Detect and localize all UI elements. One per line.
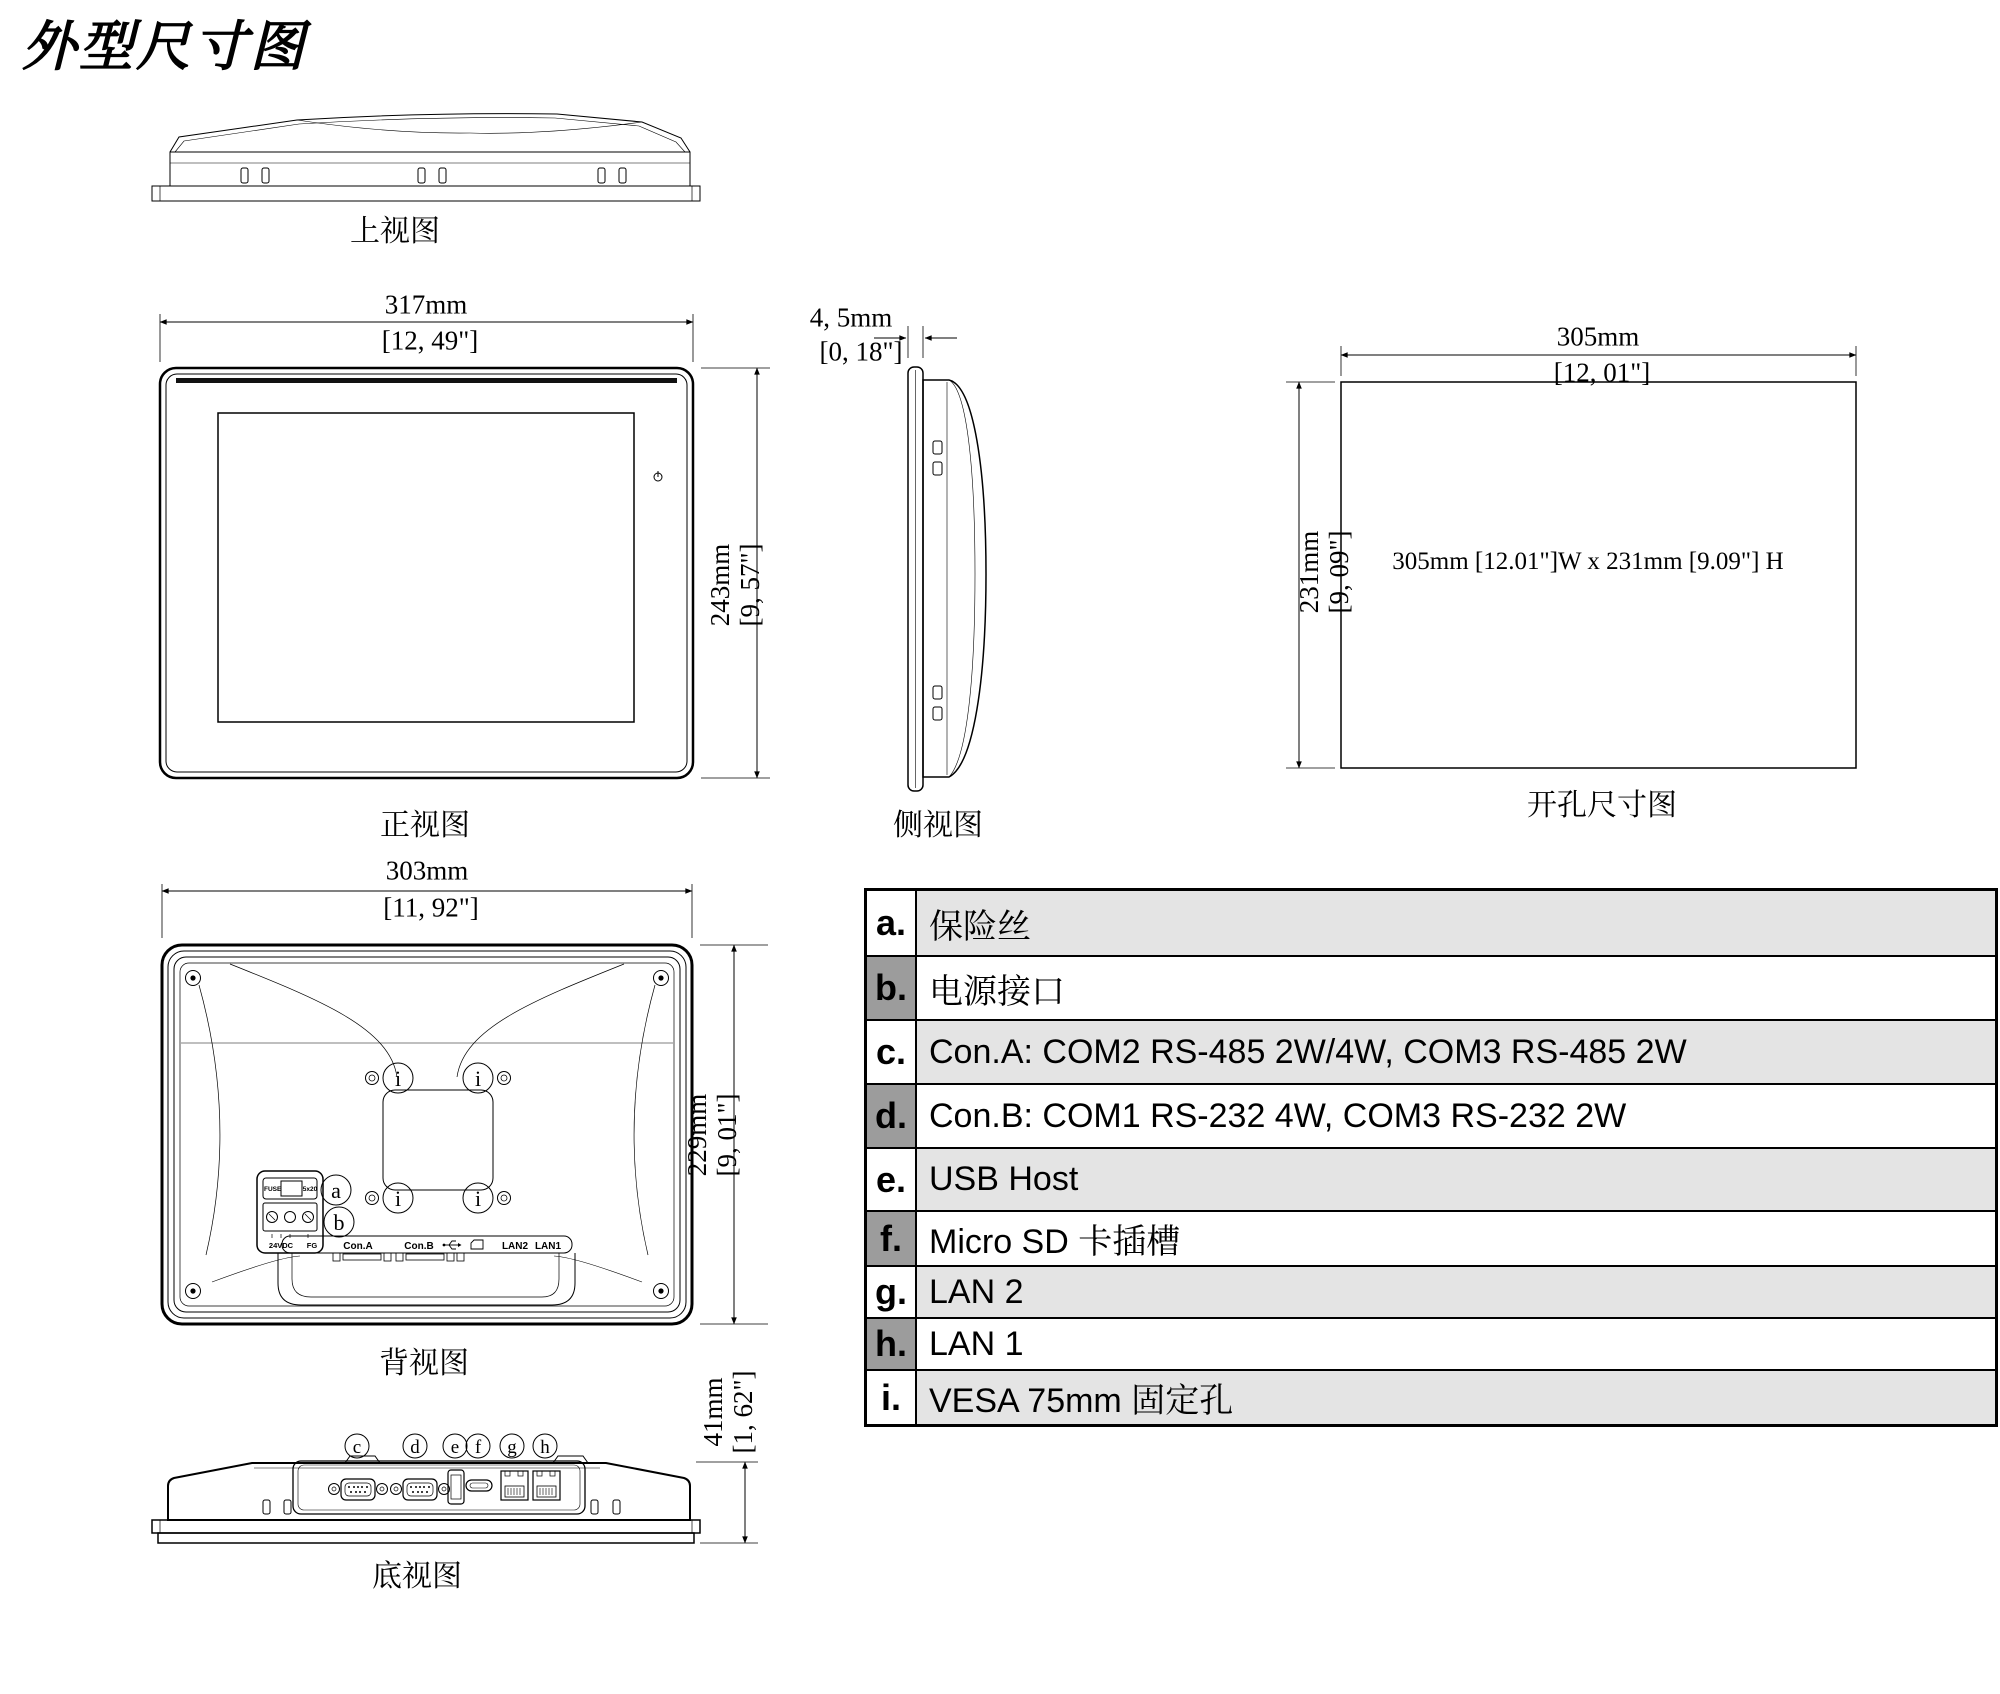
- back-width-inch: [11, 92"]: [383, 892, 479, 923]
- legend-value: Micro SD 卡插槽: [917, 1212, 1995, 1265]
- back-height-inch: [9, 01"]: [712, 1093, 742, 1177]
- usb-icon: [443, 1241, 462, 1249]
- fuse-size-label: 5x20: [302, 1186, 318, 1193]
- side-thickness-mm: 4, 5mm: [809, 302, 893, 333]
- bottom-depth-inch: [1, 62"]: [728, 1370, 758, 1454]
- legend-row-b: [867, 955, 1995, 1019]
- legend-key: c.: [867, 1021, 917, 1083]
- legend-value: USB Host: [917, 1149, 1995, 1210]
- port-label-lan2: LAN2: [501, 1241, 529, 1252]
- front-view-label: 正视图: [380, 809, 470, 842]
- legend-key: d.: [867, 1085, 917, 1147]
- legend-key: h.: [867, 1319, 917, 1369]
- legend-row-f: [867, 1210, 1995, 1265]
- callout-c: c: [352, 1437, 362, 1458]
- front-width-inch: [12, 49"]: [381, 325, 479, 356]
- back-width-mm: 303mm: [385, 855, 469, 886]
- port-label-con-b: Con.B: [404, 1241, 434, 1252]
- legend-value: LAN 2: [917, 1267, 1995, 1317]
- callout-i: i: [394, 1186, 402, 1211]
- micro-sd-slot: [466, 1480, 492, 1491]
- side-view-drawing: [874, 326, 986, 791]
- connector-cutouts: [333, 1253, 464, 1261]
- fuse-power-block: [257, 1171, 323, 1253]
- db9-port-c: [329, 1479, 388, 1500]
- cutout-height-inch: [9, 09"]: [1324, 530, 1354, 614]
- page-title: 外型尺寸图: [22, 17, 307, 77]
- side-view-label: 侧视图: [893, 809, 983, 842]
- callout-d: d: [410, 1437, 420, 1458]
- top-view-label: 上视图: [350, 215, 440, 248]
- db9-port-d: [391, 1479, 450, 1500]
- callout-i: i: [394, 1066, 402, 1091]
- bottom-callout-circles: [345, 1434, 557, 1458]
- lan1-port: [533, 1471, 560, 1500]
- port-label-lan1: LAN1: [534, 1241, 562, 1252]
- power-led-icon: [654, 471, 662, 481]
- power-ground-label: FG: [306, 1241, 318, 1250]
- front-top-band: [176, 378, 677, 383]
- cutout-height-dim: [1294, 530, 1354, 613]
- front-screen: [218, 413, 634, 722]
- legend-value: Con.B: COM1 RS-232 4W, COM3 RS-232 2W: [917, 1085, 1995, 1147]
- legend-key: b.: [867, 957, 917, 1019]
- sd-card-icon: [471, 1240, 483, 1249]
- callout-i: i: [474, 1186, 482, 1211]
- legend-key: i.: [867, 1371, 917, 1424]
- callout-b: b: [333, 1210, 345, 1235]
- front-view-drawing: [160, 314, 770, 778]
- top-view-drawing: [152, 114, 700, 201]
- back-height-mm: 229mm: [681, 1093, 712, 1177]
- bottom-view-drawing: [152, 1434, 758, 1543]
- usb-port: [448, 1470, 464, 1504]
- vesa-plate: [383, 1090, 493, 1190]
- vesa-holes: [366, 1072, 511, 1205]
- cutout-width-inch: [12, 01"]: [1553, 357, 1651, 388]
- legend-row-e: [867, 1147, 1995, 1210]
- callout-a: a: [331, 1178, 341, 1203]
- callout-ab-circles: [321, 1175, 354, 1237]
- legend-value: Con.A: COM2 RS-485 2W/4W, COM3 RS-485 2W: [917, 1021, 1995, 1083]
- cutout-height-mm: 231mm: [1293, 530, 1324, 614]
- legend-value: VESA 75mm 固定孔: [917, 1371, 1995, 1424]
- port-label-con-a: Con.A: [343, 1241, 373, 1252]
- legend-value: LAN 1: [917, 1319, 1995, 1369]
- bottom-depth-dim: [698, 1370, 758, 1453]
- port-strip: [282, 1236, 572, 1253]
- front-height-inch: [9, 57"]: [735, 543, 765, 627]
- legend-value: 保险丝: [917, 891, 1995, 955]
- callout-f: f: [474, 1437, 482, 1458]
- front-height-mm: 243mm: [704, 543, 735, 627]
- back-height-dim: [682, 1093, 742, 1176]
- back-view-drawing: [162, 884, 768, 1324]
- legend-value: 电源接口: [917, 957, 1995, 1019]
- callout-e: e: [450, 1437, 460, 1458]
- cutout-view-label: 开孔尺寸图: [1527, 789, 1677, 822]
- front-width-mm: 317mm: [384, 289, 468, 320]
- lan2-port: [501, 1471, 528, 1500]
- legend-row-d: [867, 1083, 1995, 1147]
- legend-key: e.: [867, 1149, 917, 1210]
- legend-row-i: [867, 1369, 1995, 1424]
- legend-key: f.: [867, 1212, 917, 1265]
- cutout-size-note: 305mm [12.01"]W x 231mm [9.09"] H: [1392, 548, 1784, 575]
- cutout-width-mm: 305mm: [1556, 321, 1640, 352]
- power-voltage-label: 24VDC: [268, 1241, 294, 1250]
- front-height-dim: [705, 543, 765, 626]
- bottom-view-label: 底视图: [372, 1560, 462, 1593]
- legend-row-g: [867, 1265, 1995, 1317]
- callout-h: h: [540, 1437, 550, 1458]
- legend-key: a.: [867, 891, 917, 955]
- back-view-label: 背视图: [379, 1347, 469, 1380]
- side-thickness-inch: [0, 18"]: [819, 336, 903, 367]
- legend-table: [864, 888, 1998, 1427]
- legend-row-h: [867, 1317, 1995, 1369]
- callout-i: i: [474, 1066, 482, 1091]
- fuse-label: FUSE: [264, 1186, 282, 1193]
- legend-key: g.: [867, 1267, 917, 1317]
- callout-g: g: [507, 1437, 517, 1458]
- legend-row-c: [867, 1019, 1995, 1083]
- bottom-depth-mm: 41mm: [697, 1377, 728, 1447]
- legend-row-a: [867, 891, 1995, 955]
